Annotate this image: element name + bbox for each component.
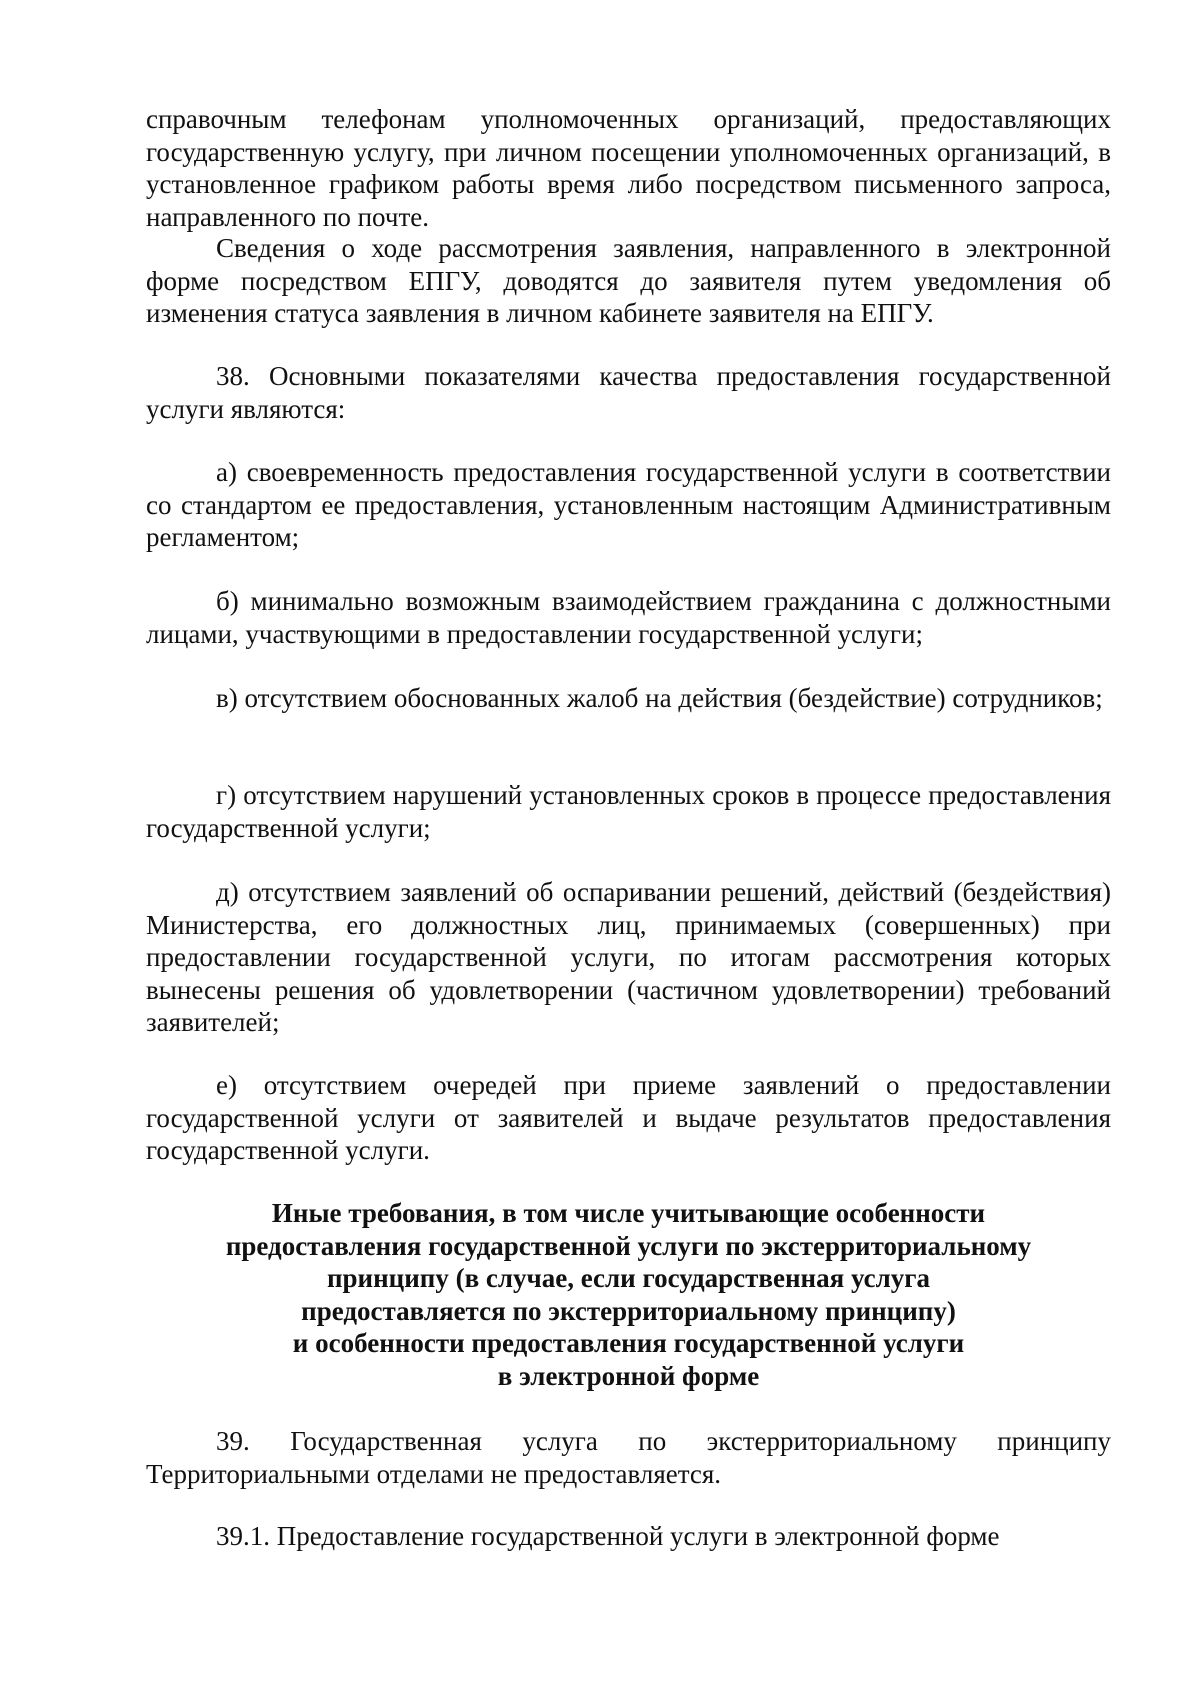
paragraph-38: 38. Основными показателями качества предоставления государственной услуги являются: bbox=[146, 361, 1111, 424]
paragraph-39-1: 39.1. Предоставление государственной услуги в электронной форме bbox=[216, 1521, 1000, 1551]
section-heading bbox=[146, 1197, 1111, 1392]
heading-line: предоставления государственной услуги по экстерриториальному bbox=[225, 1230, 1032, 1261]
paragraph-38a: а) своевременность предоставления государственной услуги в соответствии со стандартом ее предоставления, установленным настоящим Административным регламентом; bbox=[146, 457, 1111, 552]
heading-line: в электронной форме bbox=[497, 1360, 760, 1391]
heading-line: предоставляется по экстерриториальному принципу) bbox=[301, 1295, 956, 1326]
paragraph-38g: г) отсутствием нарушений установленных сроков в процессе предоставления государственной услуги; bbox=[146, 780, 1111, 843]
paragraph-38e: е) отсутствием очередей при приеме заявлений о предоставлении государственной услуги от заявителей и выдаче результатов предоставления государственной услуги. bbox=[146, 1070, 1111, 1165]
heading-line: Иные требования, в том числе учитывающие особенности bbox=[271, 1198, 986, 1228]
paragraph-38v: в) отсутствием обоснованных жалоб на действия (бездействие) сотрудников; bbox=[216, 683, 1103, 713]
paragraph-39: 39. Государственная услуга по экстерриториальному принципу Территориальными отделами не предоставляется. bbox=[146, 1426, 1111, 1489]
paragraph-electronic-status: Сведения о ходе рассмотрения заявления, направленного в электронной форме посредством ЕПГУ, доводятся до заявителя путем уведомления об изменения статуса заявления в личном кабинете заявителя на ЕПГУ. bbox=[146, 233, 1111, 328]
paragraph-38d: д) отсутствием заявлений об оспаривании решений, действий (бездействия) Министерства, его должностных лиц, принимаемых (совершенных) при предоставлении государственной услуги, по итогам рассмотрения которых вынесены решения об удовлетворении (частичном удовлетворении) требований заявителей; bbox=[146, 877, 1111, 1037]
paragraph-continuation: справочным телефонам уполномоченных организаций, предоставляющих государственную услугу, при личном посещении уполномоченных организаций, в установленное графиком работы время либо посредством письменного запроса, направленного по почте. bbox=[146, 104, 1111, 232]
heading-line: и особенности предоставления государственной услуги bbox=[292, 1328, 965, 1358]
heading-line: принципу (в случае, если государственная услуга bbox=[326, 1263, 931, 1293]
paragraph-38b: б) минимально возможным взаимодействием гражданина с должностными лицами, участвующими в предоставлении государственной услуги; bbox=[146, 586, 1111, 649]
